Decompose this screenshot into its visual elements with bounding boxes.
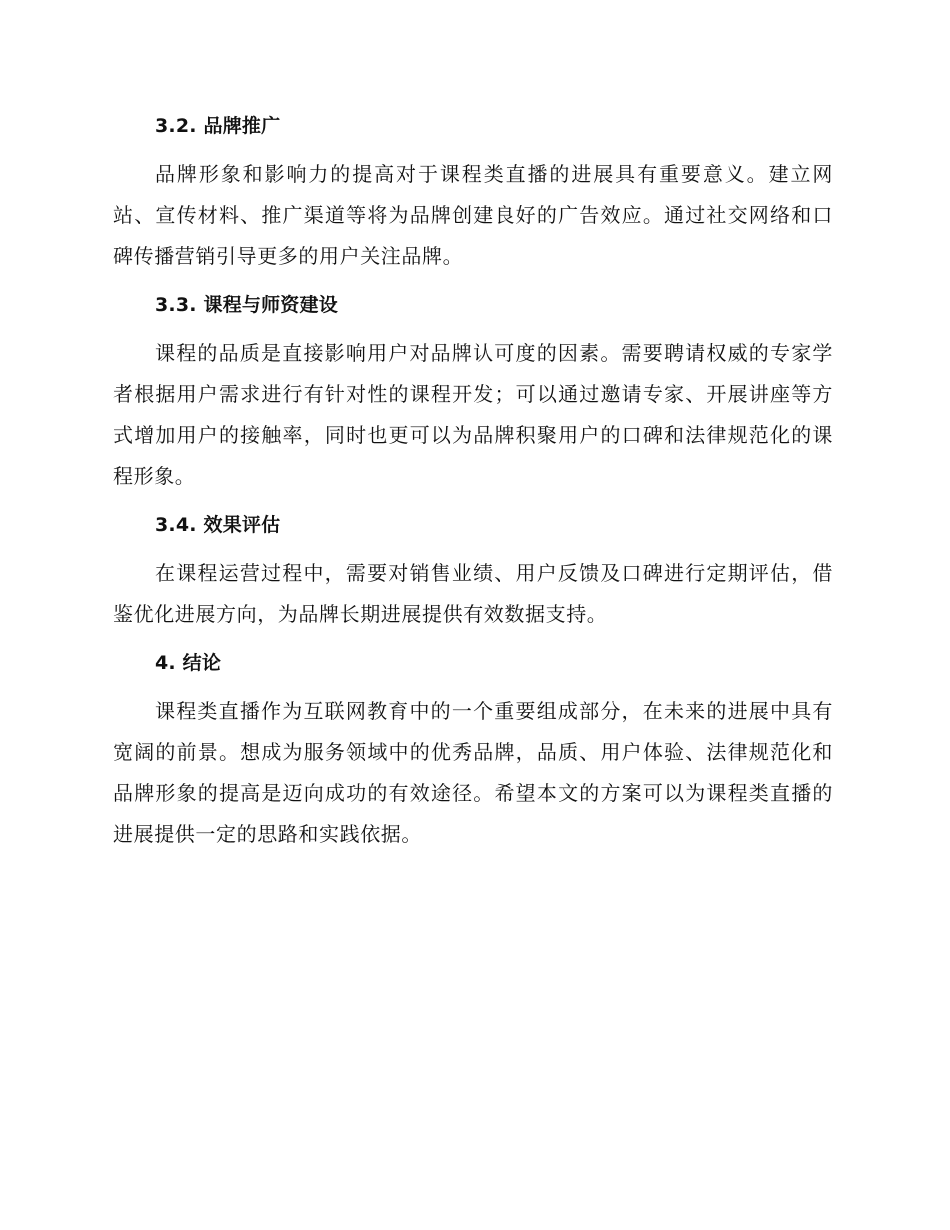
section-heading-brand-promotion: 3.2. 品牌推广: [155, 115, 281, 137]
section-heading-effect-evaluation: 3.4. 效果评估: [155, 514, 281, 536]
section-heading-conclusion: 4. 结论: [155, 652, 222, 674]
document-body: [113, 112, 833, 869]
section-paragraph-course-faculty: 课程的品质是直接影响用户对品牌认可度的因素。需要聘请权威的专家学者根据用户需求进行有针对性的课程开发；可以通过邀请专家、开展讲座等方式增加用户的接触率，同时也更可以为品牌积聚用户的口碑和法律规范化的课程形象。: [113, 341, 833, 488]
section-heading-course-faculty: 3.3. 课程与师资建设: [155, 294, 338, 316]
section-paragraph-effect-evaluation: 在课程运营过程中，需要对销售业绩、用户反馈及口碑进行定期评估，借鉴优化进展方向，为品牌长期进展提供有效数据支持。: [113, 561, 833, 626]
section-paragraph-conclusion: 课程类直播作为互联网教育中的一个重要组成部分，在未来的进展中具有宽阔的前景。想成为服务领域中的优秀品牌，品质、用户体验、法律规范化和品牌形象的提高是迈向成功的有效途径。希望本文的方案可以为课程类直播的进展提供一定的思路和实践依据。: [113, 699, 833, 846]
section-paragraph-brand-promotion: 品牌形象和影响力的提高对于课程类直播的进展具有重要意义。建立网站、宣传材料、推广渠道等将为品牌创建良好的广告效应。通过社交网络和口碑传播营销引导更多的用户关注品牌。: [113, 162, 833, 268]
